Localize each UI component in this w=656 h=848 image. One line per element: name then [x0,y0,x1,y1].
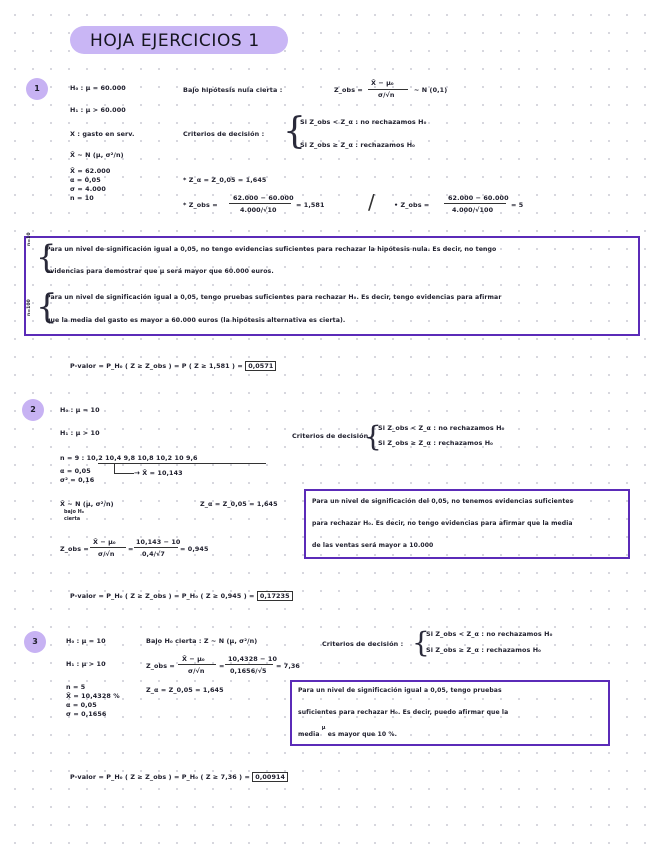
ex2-alpha: α = 0,05 [60,467,91,475]
ex2-zobs-label: Z_obs = [60,545,89,553]
ex1-brace: { [283,111,306,152]
ex1-zobs-distribution: ∼ N (0,1) [414,86,448,94]
ex1-pvalue [70,362,276,370]
ex3-zalpha: Z_α = Z_0,05 = 1,645 [146,686,224,694]
ex3-criterios-label: Criterios de decisión : [322,640,404,648]
ex2-xbar: → X̄ = 10,143 [134,469,183,477]
ex2-criterios-label: Criterios de decisión : [292,432,374,440]
ex3-n: n = 5 [66,683,86,691]
ex2-distribution: X̄ ∼ N (μ, σ²/n) [60,500,114,508]
ex1-criterion-2: Si Z_obs ≥ Z_α : rechazamos H₀ [300,141,416,149]
ex2-h1: H₁ : μ > 10 [60,429,100,437]
ex2-bajo-h0: bajo H₀ [64,510,85,515]
ex2-zobs-numerator-values: 10,143 − 10 [136,538,181,546]
ex1-pvalue-result: 0,0571 [245,361,276,371]
ex3-pvalue [70,773,288,781]
ex3-conclusion-mu: μ [321,725,326,731]
ex3-criterion-1: Si Z_obs < Z_α : no rechazamos H₀ [426,630,553,638]
ex1-bajo-hipotesis: Bajo hipótesis nula cierta : [183,86,283,94]
ex2-zobs-result: = 0,945 [180,545,209,553]
ex2-conclusion-line-2: para rechazar H₀. Es decir, no tengo evidencias para afirmar que la media [312,520,573,527]
exercise-number-3: 3 [24,631,46,653]
ex3-brace: { [412,626,430,659]
ex1-zobs2-result: = 5 [511,201,524,209]
ex3-h0: H₀ : μ = 10 [66,637,106,645]
ex3-zobs-result: = 7,36 [276,662,300,670]
ex3-xbar: X̄ = 10,4328 % [66,692,120,700]
ex3-bajo-h0: Bajo H₀ cierta : Z ∼ N (μ, σ²/n) [146,637,258,645]
ex1-conclusion-2-line-1: Para un nivel de significación igual a 0,05, tengo pruebas suficientes para rechazar H₀. Es decir, tengo evidencias para afirmar [46,294,502,301]
ex3-zobs-label: Z_obs = [146,662,175,670]
ex1-zobs-denominator: σ/√n [378,91,395,99]
ex2-sample-data: n = 9 : 10,2 10,4 9,8 10,8 10,2 10 9,6 [60,454,198,462]
ex1-zobs2-numerator: 62.000 − 60.000 [448,194,509,202]
separator-slash: / [368,190,375,214]
ex2-pvalue-expression: P-valor = P_H₀ ( Z ≥ Z_obs ) = P_H₀ ( Z ≥ 0,945 ) = [70,592,255,600]
ex1-h1: H₁ : μ > 60.000 [70,106,126,114]
ex1-conclusion-1-line-1: Para un nivel de significación igual a 0,05, no tengo evidencias suficientes para rechazar la hipótesis nula. Es decir, no tengo [46,246,497,253]
ex1-zobs2-denominator: 4.000/√100 [452,206,494,214]
ex1-distribution: X̄ ∼ N (μ, σ²/n) [70,151,124,159]
exercise-number-2: 2 [22,399,44,421]
ex3-criterion-2: Si Z_obs ≥ Z_α : rechazamos H₀ [426,646,542,654]
ex2-conclusion-line-3: de las ventas será mayor a 10.000 [312,542,434,549]
ex2-zobs-numerator: X̄ − μ₀ [93,538,116,546]
ex3-h1: H₁ : μ > 10 [66,660,106,668]
ex3-alpha: α = 0,05 [66,701,97,709]
exercise-number-1: 1 [26,78,48,100]
ex3-conclusion-line-2: suficientes para rechazar H₀. Es decir, puedo afirmar que la [298,709,509,716]
ex1-zobs-label: Z_obs = [334,86,363,94]
ex2-h0: H₀ : μ = 10 [60,406,100,414]
ex1-alpha: α = 0,05 [70,176,101,184]
ex2-criterion-2: Si Z_obs ≥ Z_α : rechazamos H₀ [378,439,494,447]
ex2-pvalue-result: 0,17235 [257,591,293,601]
ex2-zalpha: Z_α = Z_0,05 = 1,645 [200,500,278,508]
ex1-side-label-n10: n=10 [27,232,32,246]
ex1-criterios-label: Criterios de decisión : [183,130,265,138]
ex1-n: n = 10 [70,194,94,202]
ex2-criterion-1: Si Z_obs < Z_α : no rechazamos H₀ [378,424,505,432]
ex3-conclusion-line-3: media $^\mu$ es mayor que 10 %. [298,725,398,738]
ex1-side-label-n100: n=100 [27,299,32,316]
ex2-brace: { [364,420,382,453]
ex1-conclusion-2-line-2: que la media del gasto es mayor a 60.000 euros (la hipótesis alternativa es cierta). [46,317,346,324]
ex1-xbar: X̄ = 62.000 [70,167,111,175]
ex1-zalpha: * Z_α = Z_0,05 = 1,645 [183,176,267,184]
ex1-conclusion-1-line-2: evidencias para demostrar que μ será mayor que 60.000 euros. [46,268,274,275]
ex1-zobs-calc-numerator: 62.000 − 60.000 [233,194,294,202]
ex1-zobs-calc-result: = 1,581 [296,201,325,209]
ex1-zobs-calc-label: * Z_obs = [183,201,218,209]
ex3-zobs-numerator: X̄ − μ₀ [182,655,205,663]
ex2-sigma2: σ² = 0,16 [60,476,95,484]
ex1-zobs-numerator: X̄ − μ₀ [371,79,394,87]
ex3-zobs-denominator: σ/√n [188,667,205,675]
ex2-zobs-denominator: σ/√n [98,550,115,558]
ex1-zobs-calc-denominator: 4.000/√10 [240,206,277,214]
ex3-pvalue-result: 0,00914 [252,772,288,782]
ex2-pvalue [70,592,293,600]
ex1-sigma: σ = 4.000 [70,185,106,193]
ex3-conclusion-line-1: Para un nivel de significación igual a 0,05, tengo pruebas [298,687,502,694]
ex1-criterion-1: Si Z_obs < Z_α : no rechazamos H₀ [300,118,427,126]
page-title: HOJA EJERCICIOS 1 [90,31,260,51]
ex2-zobs-denominator-values: 0,4/√7 [142,550,165,558]
ex3-zobs-numerator-values: 10,4328 − 10 [228,655,278,663]
ex1-pvalue-expression: P-valor = P_H₀ ( Z ≥ Z_obs ) = P ( Z ≥ 1,581 ) = [70,362,243,370]
ex3-zobs-denominator-values: 0,1656/√5 [230,667,267,675]
ex3-pvalue-expression: P-valor = P_H₀ ( Z ≥ Z_obs ) = P_H₀ ( Z ≥ 7,36 ) = [70,773,250,781]
ex1-variable: X : gasto en serv. [70,130,135,138]
ex2-cierta: cierta [64,517,81,522]
ex1-h0: H₀ : μ = 60.000 [70,84,126,92]
ex2-conclusion-line-1: Para un nivel de significación del 0,05, no tenemos evidencias suficientes [312,498,574,505]
ex1-zobs2-label: • Z_obs = [394,201,430,209]
ex3-sigma: σ = 0,1656 [66,710,107,718]
